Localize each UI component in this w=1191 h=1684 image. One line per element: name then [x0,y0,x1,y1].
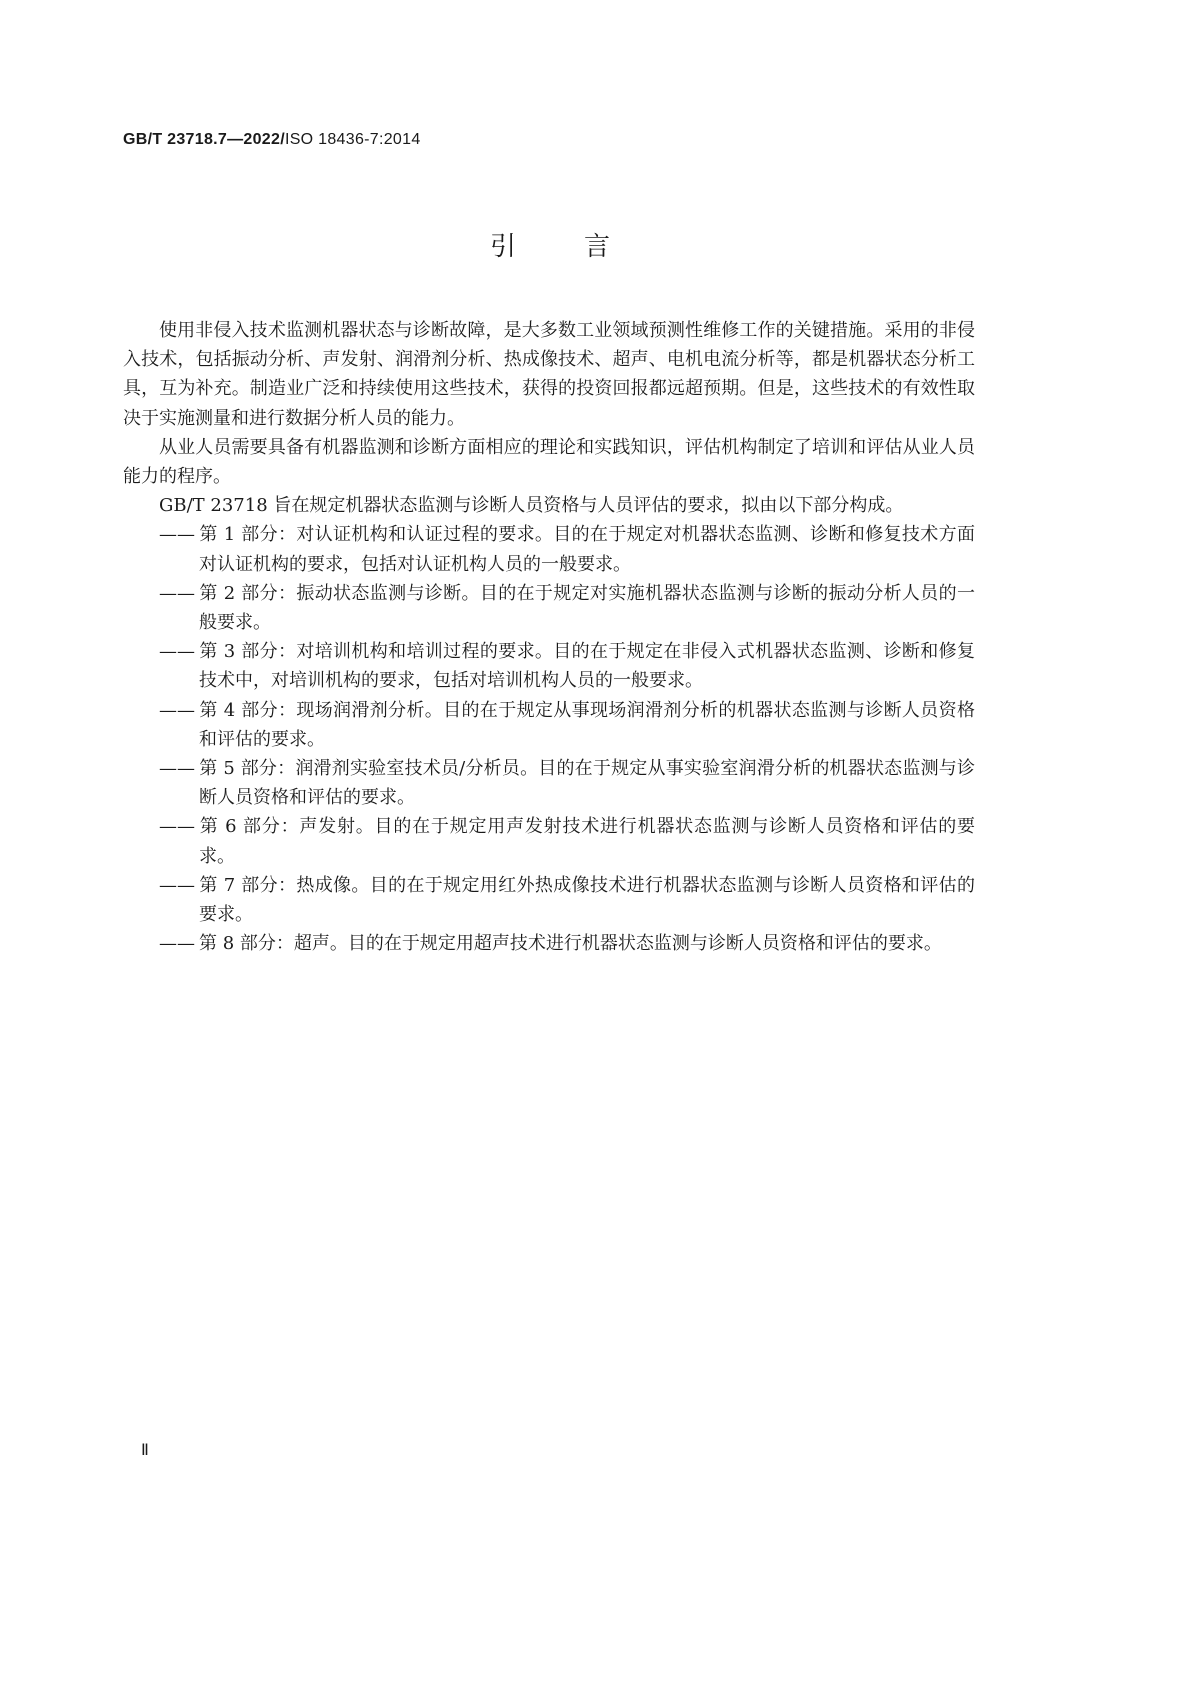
introduction-body [123,316,975,958]
paragraph: 从业人员需要具备有机器监测和诊断方面相应的理论和实践知识，评估机构制定了培训和评估从业人员能力的程序。 [123,436,975,488]
list-item [123,520,975,578]
list-item [123,871,975,929]
paragraph: 使用非侵入技术监测机器状态与诊断故障，是大多数工业领域预测性维修工作的关键措施。采用的非侵入技术，包括振动分析、声发射、润滑剂分析、热成像技术、超声、电机电流分析等，都是机器状态分析工具，互为补充。制造业广泛和持续使用这些技术，获得的投资回报都远超预期。但是，这些技术的有效性取决于实施测量和进行数据分析人员的能力。 [123,320,975,429]
list-dash: —— [159,582,195,604]
standard-code [123,131,421,149]
list-item-text: 第 5 部分：润滑剂实验室技术员/分析员。目的在于规定从事实验室润滑分析的机器状态监测与诊断人员资格和评估的要求。 [199,758,975,809]
list-item-text: 第 1 部分：对认证机构和认证过程的要求。目的在于规定对机器状态监测、诊断和修复技术方面对认证机构的要求，包括对认证机构人员的一般要求。 [199,524,975,575]
list-item [123,579,975,637]
list-dash: —— [159,641,195,663]
list-item [123,696,975,754]
list-item-text: 第 8 部分：超声。目的在于规定用超声技术进行机器状态监测与诊断人员资格和评估的要求。 [199,933,942,955]
page-title: 引言 [489,232,678,262]
list-item [123,812,975,870]
list-dash: —— [159,699,195,721]
list-dash: —— [159,933,195,955]
list-dash: —— [159,758,195,780]
list-item-text: 第 2 部分：振动状态监测与诊断。目的在于规定对实施机器状态监测与诊断的振动分析人员的一般要求。 [199,582,975,634]
list-item-text: 第 3 部分：对培训机构和培训过程的要求。目的在于规定在非侵入式机器状态监测、诊断和修复技术中，对培训机构的要求，包括对培训机构人员的一般要求。 [199,641,975,692]
list-item [123,929,975,958]
list-dash: —— [159,874,195,896]
gb-code: GB/T 23718.7—2022/ [123,131,285,148]
iso-code: ISO 18436-7:2014 [284,131,421,148]
list-item-text: 第 4 部分：现场润滑剂分析。目的在于规定从事现场润滑剂分析的机器状态监测与诊断人员资格和评估的要求。 [199,699,975,750]
list-item [123,754,975,812]
paragraph: GB/T 23718 旨在规定机器状态监测与诊断人员资格与人员评估的要求，拟由以下部分构成。 [159,495,904,517]
list-item [123,637,975,695]
list-item-text: 第 6 部分：声发射。目的在于规定用声发射技术进行机器状态监测与诊断人员资格和评估的要求。 [199,816,975,867]
list-item-text: 第 7 部分：热成像。目的在于规定用红外热成像技术进行机器状态监测与诊断人员资格和评估的要求。 [199,874,975,926]
list-dash: —— [159,816,195,838]
list-dash: —— [159,524,195,546]
page-number: Ⅱ [141,1442,149,1459]
